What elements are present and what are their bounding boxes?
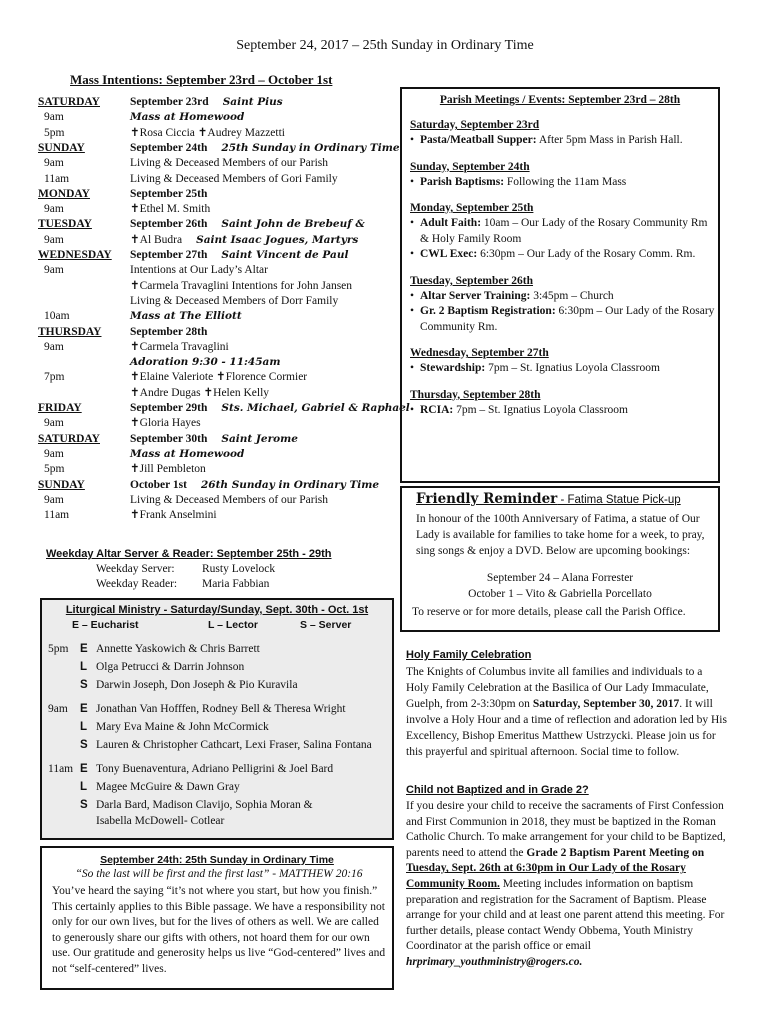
ministry-names: Mary Eva Maine & John McCormick bbox=[96, 721, 269, 733]
meeting-item bbox=[410, 175, 716, 191]
ministry-time: 9am bbox=[48, 703, 68, 715]
mass-intention bbox=[130, 109, 244, 125]
page-title: September 24, 2017 – 25th Sunday in Ordinary Time bbox=[236, 38, 534, 53]
meeting-item-detail: 7pm – St. Ignatius Loyola Classroom bbox=[453, 403, 628, 416]
mass-intention bbox=[130, 293, 338, 309]
mass-intention-text: ✝Gloria Hayes bbox=[130, 417, 201, 430]
ministry-names: Tony Buenaventura, Adriano Pelligrini & Joel Bard bbox=[96, 763, 334, 775]
meeting-item-name: Parish Baptisms: bbox=[420, 175, 505, 188]
mass-day: 9am bbox=[44, 447, 64, 460]
ministry-role: L bbox=[80, 781, 88, 793]
mass-intention bbox=[130, 354, 280, 370]
mass-day: 11am bbox=[44, 172, 70, 185]
feast-name: Mass at Homewood bbox=[130, 111, 245, 124]
meeting-item-detail: After 5pm Mass in Parish Hall. bbox=[536, 134, 683, 146]
mass-intention-text: September 29th bbox=[130, 402, 208, 414]
ministry-names: Annette Yaskowich & Chris Barrett bbox=[96, 643, 260, 655]
mass-intention-text: ✝Jill Pembleton bbox=[130, 463, 206, 476]
meeting-day-group bbox=[410, 345, 716, 377]
meeting-item-name: Pasta/Meatball Supper: bbox=[420, 134, 537, 146]
mass-intention bbox=[130, 507, 217, 523]
meeting-item bbox=[410, 133, 716, 149]
ministry-time: 11am bbox=[48, 763, 74, 775]
parish-meetings-list bbox=[410, 117, 716, 428]
feast-name: Saint Isaac Jogues, Martyrs bbox=[196, 233, 359, 246]
mass-intention-text: ✝Andre Dugas ✝Helen Kelly bbox=[130, 386, 270, 399]
reflection-title: September 24th: 25th Sunday in Ordinary Time bbox=[100, 854, 334, 866]
liturgical-ministry-title: Liturgical Ministry - Saturday/Sunday, Sept. 30th - Oct. 1st bbox=[65, 604, 369, 616]
mass-intention-text: September 23rd bbox=[130, 96, 209, 108]
mass-day: 9am bbox=[44, 111, 64, 124]
meeting-item-detail: 7pm – St. Ignatius Loyola Classroom bbox=[485, 362, 660, 374]
mass-day: 11am bbox=[44, 509, 70, 522]
meeting-item-name: Adult Faith: bbox=[420, 217, 482, 229]
mass-day: 5pm bbox=[44, 126, 65, 139]
booking-1: September 24 – Alana Forrester bbox=[486, 572, 634, 584]
meeting-day: Thursday, September 28th bbox=[410, 388, 541, 401]
mass-intention-text: September 30th bbox=[130, 432, 208, 445]
meeting-item bbox=[410, 216, 716, 247]
mass-day: 10am bbox=[44, 310, 70, 323]
bullet-icon: • bbox=[410, 289, 415, 302]
meeting-item bbox=[410, 247, 716, 263]
bullet-icon: • bbox=[410, 175, 415, 188]
meeting-day: Wednesday, September 27th bbox=[410, 347, 549, 359]
feast-name: Sts. Michael, Gabriel & Raphael bbox=[221, 402, 410, 414]
meeting-item-name: CWL Exec: bbox=[420, 248, 478, 260]
ministry-names: Magee McGuire & Dawn Gray bbox=[96, 781, 240, 793]
meeting-day-group bbox=[410, 273, 716, 336]
bullet-icon: • bbox=[410, 134, 415, 146]
baptism-title: Child not Baptized and in Grade 2? bbox=[406, 784, 589, 796]
meeting-day: Monday, September 25th bbox=[410, 202, 534, 214]
feast-name: Adoration 9:30 - 11:45am bbox=[130, 356, 281, 369]
meeting-item-detail: 6:30pm – Our Lady of the Rosary Comm. Rm. bbox=[477, 248, 696, 260]
feast-name: 25th Sunday in Ordinary Time bbox=[221, 141, 400, 154]
ministry-role: S bbox=[80, 799, 88, 811]
mass-intention bbox=[130, 431, 298, 447]
mass-intention-text: ✝Carmela Travaglini bbox=[130, 340, 229, 353]
reminder-footer: To reserve or for more details, please call the Parish Office. bbox=[412, 606, 686, 618]
mass-intention-text: ✝Al Budra bbox=[130, 233, 183, 246]
mass-intention-text: October 1st bbox=[130, 478, 187, 491]
parish-meetings-box bbox=[400, 87, 720, 483]
mass-intention bbox=[130, 324, 207, 340]
ministry-role: E bbox=[80, 703, 88, 715]
mass-day: FRIDAY bbox=[38, 402, 82, 414]
mass-day: 9am bbox=[44, 233, 64, 246]
baptism-body bbox=[406, 799, 728, 971]
mass-intention-text: Living & Deceased Members of Gori Family bbox=[130, 172, 338, 185]
ministry-role: L bbox=[80, 661, 88, 673]
ministry-role: E bbox=[80, 643, 88, 655]
bullet-icon: • bbox=[410, 362, 415, 374]
mass-intention bbox=[130, 369, 307, 385]
ministry-role: S bbox=[80, 739, 88, 751]
feast-name: Mass at Homewood bbox=[130, 447, 245, 460]
mass-intention-text: ✝Frank Anselmini bbox=[130, 509, 217, 522]
mass-intention bbox=[130, 477, 379, 493]
mass-intention bbox=[130, 125, 285, 141]
mass-intention-text: September 28th bbox=[130, 325, 208, 338]
weekday-server-name: Rusty Lovelock bbox=[202, 563, 276, 575]
meeting-item-name: Gr. 2 Baptism Registration: bbox=[420, 305, 556, 317]
bullet-icon: • bbox=[410, 248, 415, 260]
bullet-icon: • bbox=[410, 403, 415, 416]
mass-intention bbox=[130, 308, 242, 324]
meeting-item-detail: 3:45pm – Church bbox=[530, 289, 614, 302]
mass-intention bbox=[130, 155, 328, 171]
booking-2: October 1 – Vito & Gabriella Porcellato bbox=[468, 588, 652, 600]
reflection-body: You’ve heard the saying “it’s not where you start, but how you finish.” This certainly applies to this Bible passage. We have a responsibility not only for our own lives, but for the lives of others as well. We are called to generously share our gifts with others, not hoard them for our own use. Our gratitude and generosity helps us live “God-centered” lives and not “self-centered” lives. bbox=[52, 885, 386, 975]
mass-intention bbox=[130, 339, 229, 355]
meeting-item-name: Stewardship: bbox=[420, 362, 486, 374]
mass-day: 5pm bbox=[44, 463, 65, 476]
mass-day: 9am bbox=[44, 203, 64, 216]
mass-intention bbox=[130, 186, 207, 202]
mass-intention bbox=[130, 216, 365, 232]
ministry-names: Jonathan Van Hofffen, Rodney Bell & Theresa Wright bbox=[96, 703, 346, 715]
mass-day: SATURDAY bbox=[38, 96, 100, 108]
mass-day: THURSDAY bbox=[38, 325, 102, 338]
mass-day: TUESDAY bbox=[38, 218, 92, 231]
meeting-item bbox=[410, 304, 716, 335]
baptism-email[interactable]: hrprimary_youthministry@rogers.co. bbox=[406, 955, 583, 968]
weekday-reader-label: Weekday Reader: bbox=[96, 578, 178, 590]
reflection-quote: “So the last will be first and the first last” - MATTHEW 20:16 bbox=[75, 868, 363, 880]
ministry-names: Lauren & Christopher Cathcart, Lexi Fraser, Salina Fontana bbox=[96, 739, 372, 751]
mass-day: 9am bbox=[44, 493, 64, 506]
holy-family-title: Holy Family Celebration bbox=[406, 649, 532, 661]
baptism-meeting-date: Tuesday, Sept. 26th at 6:30pm in Our Lady of the Rosary Community Room. bbox=[406, 862, 686, 890]
feast-name: Saint John de Brebeuf & bbox=[221, 218, 365, 231]
holy-family-text-a: The Knights of Columbus invite all families and individuals to a Holy Family Celebration at the Basilica of Our Lady Immaculate, Guelph, from 2-3:30pm on bbox=[406, 666, 709, 710]
baptism-meeting: Grade 2 Baptism Parent Meeting on bbox=[526, 846, 705, 859]
ministry-names: Darla Bard, Madison Clavijo, Sophia Moran & bbox=[96, 799, 313, 811]
meeting-day-group bbox=[410, 387, 716, 419]
mass-day: 9am bbox=[44, 340, 64, 353]
friendly-reminder-box bbox=[400, 486, 720, 632]
mass-intention bbox=[130, 247, 348, 263]
mass-day: 9am bbox=[44, 417, 64, 430]
parish-meetings-title: Parish Meetings / Events: September 23rd – 28th bbox=[439, 94, 681, 106]
friendly-reminder-subtitle: - Fatima Statue Pick-up bbox=[557, 494, 681, 506]
holy-family-body bbox=[406, 664, 728, 760]
mass-intention-text: ✝Elaine Valeriote ✝Florence Cormier bbox=[130, 371, 308, 384]
baptism-text-d: Meeting includes information on baptism preparation and registration for the Sacrament of Baptism. Please arrange for your child and at least one parent attend this meeting. For further details, please contact Wendy Obbema, Youth Ministry Coordinator at the parish office or email bbox=[406, 877, 725, 953]
bullet-icon: • bbox=[410, 217, 415, 229]
weekday-server-label: Weekday Server: bbox=[96, 563, 175, 575]
mass-day: 9am bbox=[44, 264, 64, 277]
mass-intention bbox=[130, 262, 268, 278]
meeting-day-group bbox=[410, 117, 716, 149]
meeting-day: Saturday, September 23rd bbox=[410, 119, 540, 131]
ministry-names: Darwin Joseph, Don Joseph & Pio Kuravila bbox=[96, 679, 298, 691]
meeting-item-detail: Following the 11am Mass bbox=[504, 175, 627, 188]
liturgical-ministry-box bbox=[40, 598, 394, 840]
holy-family-date: Saturday, September 30, 2017 bbox=[532, 698, 680, 710]
feast-name: Saint Pius bbox=[222, 96, 283, 108]
mass-intention bbox=[130, 140, 400, 156]
friendly-reminder-title bbox=[416, 491, 681, 507]
friendly-reminder-script: Friendly Reminder bbox=[416, 491, 558, 507]
mass-day: MONDAY bbox=[38, 187, 90, 200]
friendly-reminder-body: In honour of the 100th Anniversary of Fatima, a statue of Our Lady is available for families to take home for a week, to pray, sing songs & enjoy a DVD. Below are upcoming bookings: bbox=[416, 513, 705, 557]
meeting-item-detail: 6:30pm – Our Lady of the Rosary Community Rm. bbox=[420, 305, 715, 333]
reflection-box bbox=[40, 846, 394, 990]
feast-name: Mass at The Elliott bbox=[130, 310, 242, 323]
ministry-role: E bbox=[80, 763, 88, 775]
mass-intention bbox=[130, 278, 352, 294]
mass-day: SUNDAY bbox=[38, 478, 85, 491]
feast-name: Saint Vincent de Paul bbox=[221, 249, 349, 261]
mass-intentions-title: Mass Intentions: September 23rd – October 1st bbox=[70, 72, 333, 87]
baptism-text-a: If you desire your child to receive the sacraments of First Confession and First Communion in 2018, they must be baptized in the Roman Catholic Church. To make arrangement for your child to be Baptized, parents need to attend the bbox=[406, 800, 726, 859]
mass-intention bbox=[130, 94, 283, 110]
meeting-item-name: RCIA: bbox=[420, 403, 454, 416]
ministry-role: L bbox=[80, 721, 88, 733]
mass-day: WEDNESDAY bbox=[38, 249, 112, 261]
mass-intention-text: Living & Deceased Members of our Parish bbox=[130, 157, 329, 170]
meeting-item-name: Altar Server Training: bbox=[420, 289, 531, 302]
legend-lector: L – Lector bbox=[208, 619, 258, 631]
meeting-day: Tuesday, September 26th bbox=[410, 274, 534, 287]
mass-intention bbox=[130, 446, 244, 462]
ministry-time: 5pm bbox=[48, 643, 69, 655]
mass-day: 7pm bbox=[44, 371, 65, 384]
meeting-day-group bbox=[410, 200, 716, 263]
altar-server-title: Weekday Altar Server & Reader: September 25th - 29th bbox=[46, 548, 332, 560]
meeting-day-group bbox=[410, 159, 716, 191]
feast-name: Saint Jerome bbox=[221, 432, 298, 445]
ministry-role: S bbox=[80, 679, 88, 691]
mass-intention-text: September 25th bbox=[130, 187, 208, 200]
mass-intention-text: September 24th bbox=[130, 141, 208, 154]
meeting-day: Sunday, September 24th bbox=[410, 160, 530, 173]
meeting-item bbox=[410, 361, 716, 377]
mass-intention-text: ✝Rosa Ciccia ✝Audrey Mazzetti bbox=[130, 126, 285, 139]
legend-eucharist: E – Eucharist bbox=[72, 619, 139, 631]
mass-intention bbox=[130, 461, 206, 477]
legend-server: S – Server bbox=[300, 619, 352, 631]
mass-day: 9am bbox=[44, 157, 64, 170]
meeting-item bbox=[410, 289, 716, 305]
mass-intention bbox=[130, 385, 269, 401]
mass-intention-text: September 27th bbox=[130, 249, 208, 261]
mass-intention bbox=[130, 171, 338, 187]
feast-name: 26th Sunday in Ordinary Time bbox=[200, 478, 380, 491]
mass-intention bbox=[130, 400, 410, 416]
mass-intention bbox=[130, 492, 328, 508]
mass-intention-text: September 26th bbox=[130, 218, 208, 231]
mass-day: SUNDAY bbox=[38, 141, 85, 154]
ministry-names: Isabella McDowell- Cotlear bbox=[96, 815, 225, 827]
mass-intention-text: Intentions at Our Lady’s Altar bbox=[130, 264, 268, 277]
bullet-icon: • bbox=[410, 305, 415, 317]
mass-intention-text: Living & Deceased Members of Dorr Family bbox=[130, 294, 339, 307]
weekday-reader-name: Maria Fabbian bbox=[202, 578, 270, 590]
mass-intention bbox=[130, 201, 210, 217]
ministry-names: Olga Petrucci & Darrin Johnson bbox=[96, 661, 245, 673]
mass-intention-text: Living & Deceased Members of our Parish bbox=[130, 493, 329, 506]
mass-intention bbox=[130, 415, 201, 431]
mass-intention-text: ✝Ethel M. Smith bbox=[130, 203, 211, 216]
meeting-item bbox=[410, 403, 716, 419]
mass-day: SATURDAY bbox=[38, 432, 100, 445]
meeting-item-detail: 10am – Our Lady of the Rosary Community Rm & Holy Family Room bbox=[420, 217, 708, 245]
mass-intention bbox=[130, 232, 358, 248]
mass-intention-text: ✝Carmela Travaglini Intentions for John Jansen bbox=[130, 279, 353, 292]
holy-family-text-c: . It will involve a Holy Hour and a time of reflection and adoration led by His Excellency, Bishop Emeritus Matthew Ustrzycki. Please join us for this prayerful and spiritual afternoon. Social time to follow. bbox=[406, 698, 727, 758]
